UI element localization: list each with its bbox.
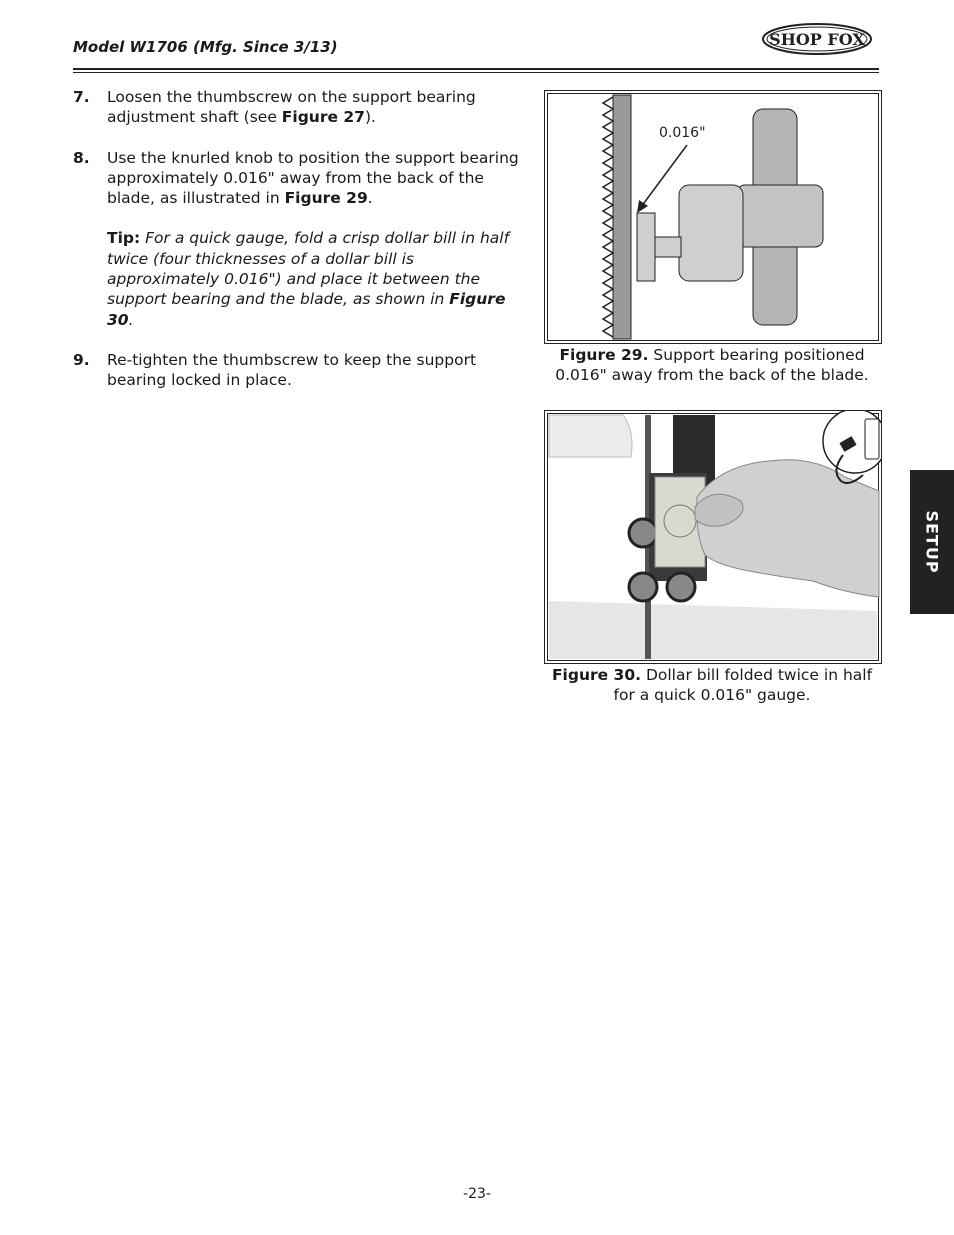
step-7	[73, 87, 523, 128]
figure-reference: Figure 27	[281, 108, 365, 127]
shop-fox-logo	[760, 18, 875, 68]
guide-bearing	[629, 519, 657, 547]
header-rule-thin	[73, 72, 879, 73]
logo-text: SHOP FOX	[769, 30, 865, 49]
page-number: -23-	[463, 1186, 491, 1202]
caption-text: Support bearing positioned 0.016" away from the back of the blade.	[555, 346, 869, 385]
header-model: Model W1706 (Mfg. Since 3/13)	[73, 38, 338, 56]
bearing-block	[737, 185, 823, 247]
caption-label: Figure 30.	[551, 666, 641, 684]
blade-teeth	[603, 97, 613, 337]
outlet-icon	[865, 419, 879, 459]
support-bearing	[637, 213, 655, 281]
step-number: 7.	[73, 88, 90, 106]
bearing-housing	[679, 185, 743, 281]
blade-body	[613, 95, 631, 339]
table-surface	[549, 601, 877, 659]
guide-bearing	[667, 573, 695, 601]
bearing-axle	[653, 237, 681, 257]
callout-label: 0.016"	[659, 125, 706, 141]
tip-label: Tip:	[107, 229, 141, 248]
upper-housing	[549, 415, 632, 457]
step-number: 9.	[73, 350, 90, 369]
tip: Tip: For a quick gauge, fold a crisp dollar bill in half twice (four thicknesses of a dollar bill is approximately 0.016") and place it between the support bearing and the blade, as shown in Figure 30.	[107, 229, 510, 329]
header-rule	[73, 68, 879, 70]
section-tab-setup	[910, 470, 954, 614]
callout-arrowhead	[637, 200, 648, 213]
steps-list	[73, 87, 523, 411]
step-text: Re-tighten the thumbscrew to keep the support bearing locked in place.	[107, 350, 477, 390]
step-text: Loosen the thumbscrew on the support bearing adjustment shaft (see Figure 27).	[107, 88, 476, 127]
section-tab-label: SETUP	[922, 510, 942, 574]
figure-29-illustration	[544, 90, 882, 344]
guide-bearing	[629, 573, 657, 601]
step-8	[73, 148, 523, 330]
tip-text: For a quick gauge, fold a crisp dollar bill in half twice (four thicknesses of a dollar bill is approximately 0.016") and place it between the support bearing and the blade, as shown in	[107, 229, 510, 309]
step-number: 8.	[73, 148, 90, 167]
figure-30-photo	[544, 410, 882, 664]
step-9	[73, 350, 523, 391]
figure-30-caption	[544, 665, 880, 706]
hand	[697, 460, 879, 597]
figure-reference: Figure 30	[107, 290, 506, 329]
figure-reference: Figure 29	[284, 189, 368, 208]
figure-29-caption	[544, 345, 880, 386]
caption-label: Figure 29.	[559, 346, 649, 364]
caption-text: Dollar bill folded twice in half for a quick 0.016" gauge.	[613, 666, 873, 705]
step-text: Use the knurled knob to position the support bearing approximately 0.016" away from the back of the blade, as illustrated in Figure 29.	[107, 148, 519, 208]
